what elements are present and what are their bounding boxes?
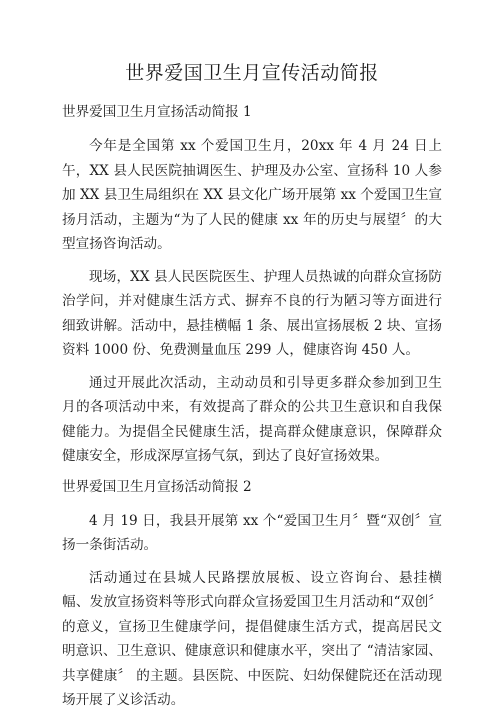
section-heading: 世界爱国卫生月宣扬活动简报 1 [62,104,252,120]
section-1 [62,102,442,469]
paragraph: 活动通过在县城人民路摆放展板、设立咨询台、悬挂横幅、发放宣扬资料等形式向群众宣扬爱国卫生月活动和“双创〞的意义，宣扬卫生健康学问，提倡健康生活方式，提高居民文明意识、卫生意识、健康意识和健康水平，突出了 “清洁家园、共享健康〞 的主题。县医院、中医院、妇幼保健院还在活动现场开展了义诊活动。 [62,569,442,708]
paragraph: 现场，XX 县人民医院医生、护理人员热诚的向群众宣扬防治学问，并对健康生活方式、摒弃不良的行为陋习等方面进行细致讲解。活动中，悬挂横幅 1 条、展出宣扬展板 2 块、宣扬资料 1000 份、免费测量血压 299 人，健康咨询 450 人。 [62,268,442,358]
section-heading: 世界爱国卫生月宣扬活动简报 2 [62,478,252,495]
paragraph: 今年是全国第 xx 个爱国卫生月，20xx 年 4 月 24 日上午，XX 县人民医院抽调医生、护理及办公室、宣扬科 10 人参加 XX 县卫生局组织在 XX 县文化广场开展第 xx 个爱国卫生宣扬月活动，主题为“为了人民的健康 xx 年的历史与展望〞的大型宣扬咨询活动。 [62,138,442,252]
paragraph: 4 月 19 日，我县开展第 xx 个“爱国卫生月〞暨“双创〞宣扬一条街活动。 [62,512,442,553]
section-2 [62,477,442,713]
document-title: 世界爱国卫生月宣传活动简报 [125,62,379,84]
paragraph: 通过开展此次活动，主动动员和引导更多群众参加到卫生月的各项活动中来，有效提高了群众的公共卫生意识和自我保健能力。为提倡全民健康生活，提高群众健康意识，保障群众健康安全，形成深厚宣扬气氛，到达了良好宣扬效果。 [62,374,442,464]
